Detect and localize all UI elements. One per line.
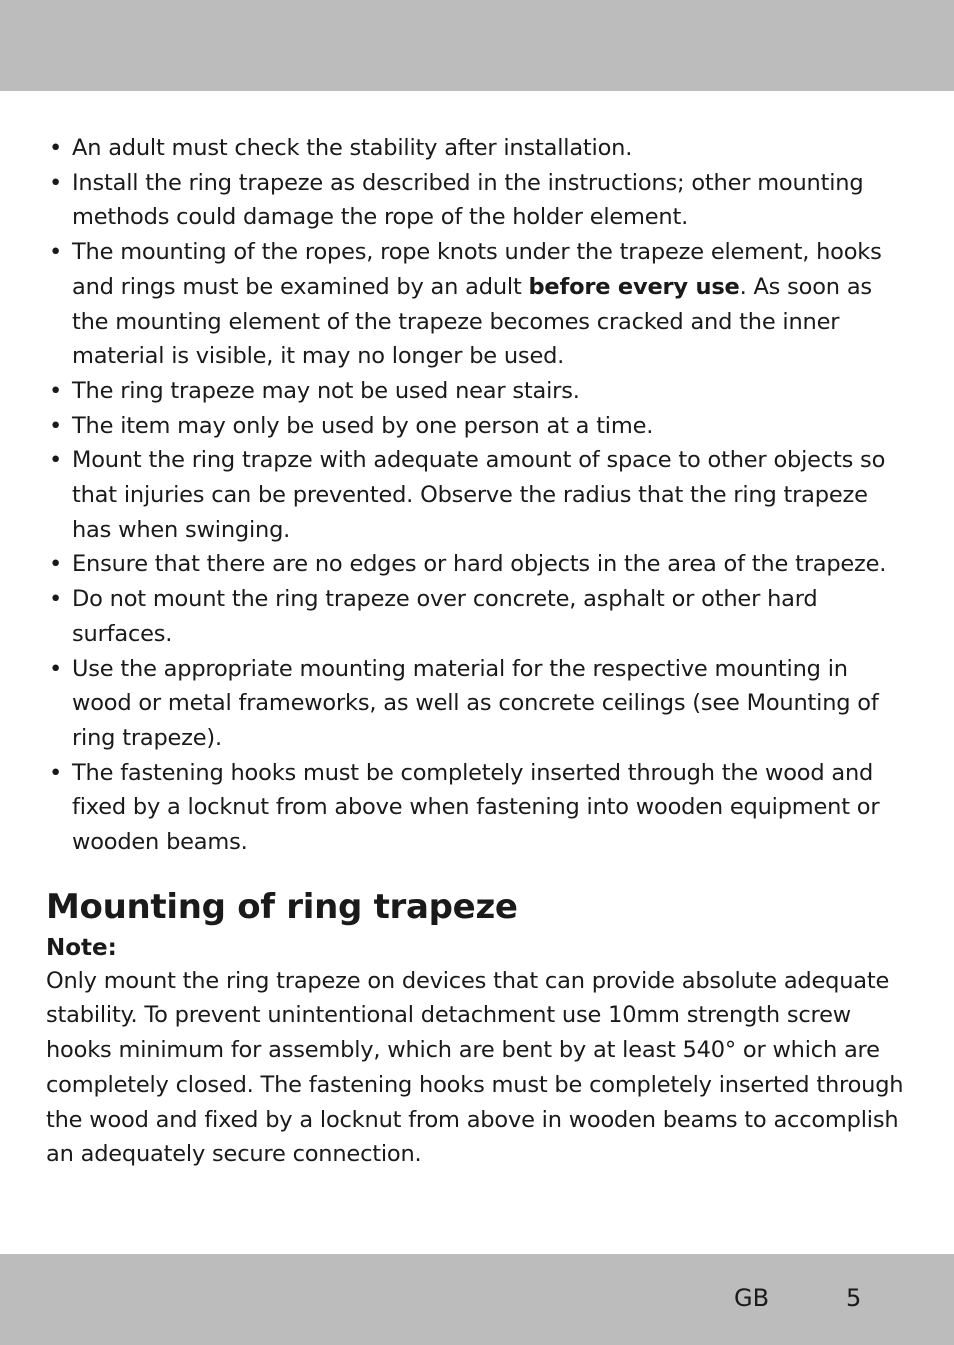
bullet-icon: • bbox=[49, 759, 63, 786]
bullet-icon: • bbox=[49, 447, 63, 474]
footer-band bbox=[0, 1254, 954, 1345]
list-item: • Do not mount the ring trapeze over concrete, asphalt or other hard surfaces. bbox=[46, 582, 912, 651]
note-text: Only mount the ring trapeze on devices that can provide absolute adequate stability. To prevent unintentional detachment use 10mm strength screw hooks minimum for assembly, which are bent by at least 540° or which are completely closed. The fastening hooks must be completely inserted through the wood and fixed by a locknut from above in wooden beams to accomplish an adequately secure connection. bbox=[46, 967, 904, 1168]
bullet-icon: • bbox=[49, 551, 63, 578]
list-item: • Install the ring trapeze as described in the instructions; other mounting methods could damage the rope of the holder element. bbox=[46, 166, 912, 235]
list-item: • The mounting of the ropes, rope knots under the trapeze element, hooks and rings must be examined by an adult before every use. As soon as the mounting element of the trapeze becomes cracked and the inner material is visible, it may no longer be used. bbox=[46, 235, 912, 374]
list-item: • An adult must check the stability after installation. bbox=[46, 131, 912, 166]
bullet-icon: • bbox=[49, 377, 63, 404]
footer-language: GB bbox=[734, 1284, 770, 1312]
section-heading: Mounting of ring trapeze bbox=[46, 886, 518, 927]
list-item: • Use the appropriate mounting material for the respective mounting in wood or metal frameworks, as well as concrete ceilings (see Mounting of ring trapeze). bbox=[46, 652, 912, 756]
page-content bbox=[46, 131, 912, 1172]
bullet-icon: • bbox=[49, 135, 63, 161]
bullet-icon: • bbox=[49, 586, 63, 613]
emphasis-before-every-use: before every use bbox=[528, 273, 740, 300]
header-band bbox=[0, 0, 954, 91]
list-item: • The ring trapeze may not be used near stairs. bbox=[46, 374, 912, 409]
bullet-icon: • bbox=[49, 169, 63, 196]
bullet-icon: • bbox=[49, 412, 63, 439]
safety-list bbox=[46, 131, 912, 860]
bullet-icon: • bbox=[49, 239, 63, 266]
note-label: Note: bbox=[46, 934, 117, 961]
list-item: • Mount the ring trapze with adequate amount of space to other objects so that injuries can be prevented. Observe the radius that the ring trapeze has when swinging. bbox=[46, 443, 912, 547]
bullet-icon: • bbox=[49, 655, 63, 682]
list-item: • The fastening hooks must be completely inserted through the wood and fixed by a locknut from above when fastening into wooden equipment or wooden beams. bbox=[46, 756, 912, 860]
list-item: • Ensure that there are no edges or hard objects in the area of the trapeze. bbox=[46, 547, 912, 582]
page-number: 5 bbox=[846, 1284, 862, 1312]
list-item: • The item may only be used by one person at a time. bbox=[46, 409, 912, 444]
